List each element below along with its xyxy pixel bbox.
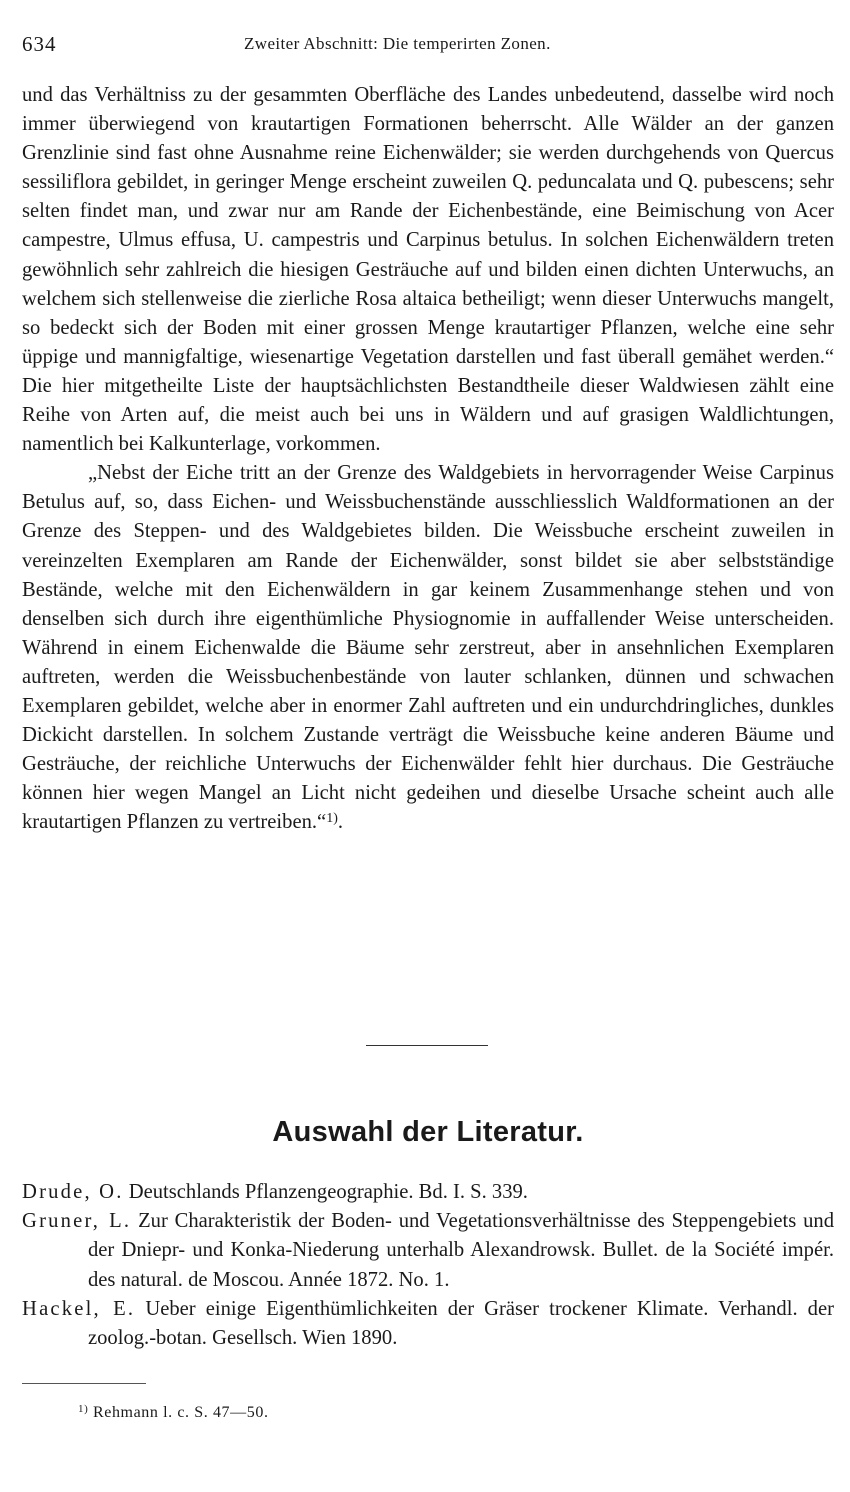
literature-text: Deutschlands Pflanzengeographie. Bd. I. S. 339.: [128, 1181, 528, 1203]
literature-entry: [22, 1295, 834, 1353]
literature-entry: [22, 1207, 834, 1295]
literature-author: Hackel, E.: [22, 1297, 136, 1320]
footnote: [78, 1404, 269, 1422]
literature-list: [22, 1178, 834, 1353]
section-divider: [366, 1045, 488, 1046]
literature-text: Ueber einige Eigenthümlichkeiten der Gräser trockener Klimate. Verhandl. der zoolog.-botan. Gesellsch. Wien 1890.: [88, 1297, 834, 1350]
running-head: Zweiter Abschnitt: Die temperirten Zonen.: [244, 34, 551, 53]
page-number: 634: [22, 32, 57, 56]
body-text: [22, 81, 834, 837]
footnote-rule: [22, 1383, 146, 1384]
literature-author: Gruner, L.: [22, 1210, 132, 1233]
footnote-text: Rehmann l. c. S. 47—50.: [92, 1404, 269, 1421]
page-header: [22, 32, 834, 58]
literature-author: Drude, O.: [22, 1181, 124, 1203]
section-heading: Auswahl der Literatur.: [272, 1116, 584, 1148]
paragraph-text: „Nebst der Eiche tritt an der Grenze des Waldgebiets in hervorragender Weise Carpinus Betulus auf, so, dass Eichen- und Weissbuchenstände ausschliesslich Waldformationen an der Grenze des Steppen- und des Waldgebietes bilden. Die Weissbuche erscheint zuweilen in vereinzelten Exemplaren am Rande der Eichenwälder, sonst bildet sie aber selbstständige Bestände, welche mit den Eichenwäldern in gar keinem Zusammenhange stehen und von denselben sich durch ihre eigenthümliche Physiognomie in auffallender Weise unterscheiden. Während in einem Eichenwalde die Bäume sehr zerstreut, aber in ansehnlichen Exemplaren auftreten, werden die Weissbuchenbestände von lauter schlanken, dünnen und schwachen Exemplaren gebildet, welche aber in enormer Zahl auftreten und ein undurchdringliches, dunkles Dickicht darstellen. In solchem Zustande verträgt die Weissbuche keine anderen Bäume und Gesträuche, der reichliche Unterwuchs der Eichenwälder fehlt hier durchaus. Die Gesträuche können hier wegen Mangel an Licht nicht gedeihen und dieselbe Ursache scheint auch alle krautartigen Pflanzen zu vertreiben.“: [22, 462, 834, 834]
paragraph-end: .: [337, 811, 344, 834]
footnote-mark: 1): [78, 1403, 89, 1415]
literature-entry: [22, 1178, 834, 1207]
paragraph: und das Verhältniss zu der gesammten Oberfläche des Landes unbedeutend, dasselbe wird noch immer überwiegend von krautartigen Formationen beherrscht. Alle Wälder an der ganzen Grenzlinie sind fast ohne Ausnahme reine Eichenwälder; sie werden durchgehends von Quercus sessiliflora gebildet, in geringer Menge erscheint zuweilen Q. peduncalata und Q. pubescens; sehr selten findet man, und zwar nur am Rande der Eichenbestände, eine Beimischung von Acer campestre, Ulmus effusa, U. campestris und Carpinus betulus. In solchen Eichenwäldern treten gewöhnlich sehr zahlreich die hiesigen Gesträuche auf und bilden einen dichten Unterwuchs, an welchem sich stellenweise die zierliche Rosa altaica betheiligt; wenn dieser Unterwuchs mangelt, so bedeckt sich der Boden mit einer grossen Menge krautartiger Pflanzen, welche eine sehr üppige und mannigfaltige, wiesenartige Vegetation darstellen und fast überall gemähet werden.“ Die hier mitgetheilte Liste der hauptsächlichsten Bestandtheile dieser Waldwiesen zählt eine Reihe von Arten auf, die meist auch bei uns in Wäldern und auf grasigen Waldlichtungen, namentlich bei Kalkunterlage, vorkommen.: [22, 84, 834, 456]
paragraph-quote: [22, 459, 834, 837]
literature-text: Zur Charakteristik der Boden- und Vegetationsverhältnisse des Steppengebiets und der Dniepr- und Konka-Niederung unterhalb Alexandrowsk. Bullet. de la Société impér. des natural. de Moscou. Année 1872. No. 1.: [88, 1210, 835, 1291]
footnote-reference: 1): [326, 811, 338, 827]
